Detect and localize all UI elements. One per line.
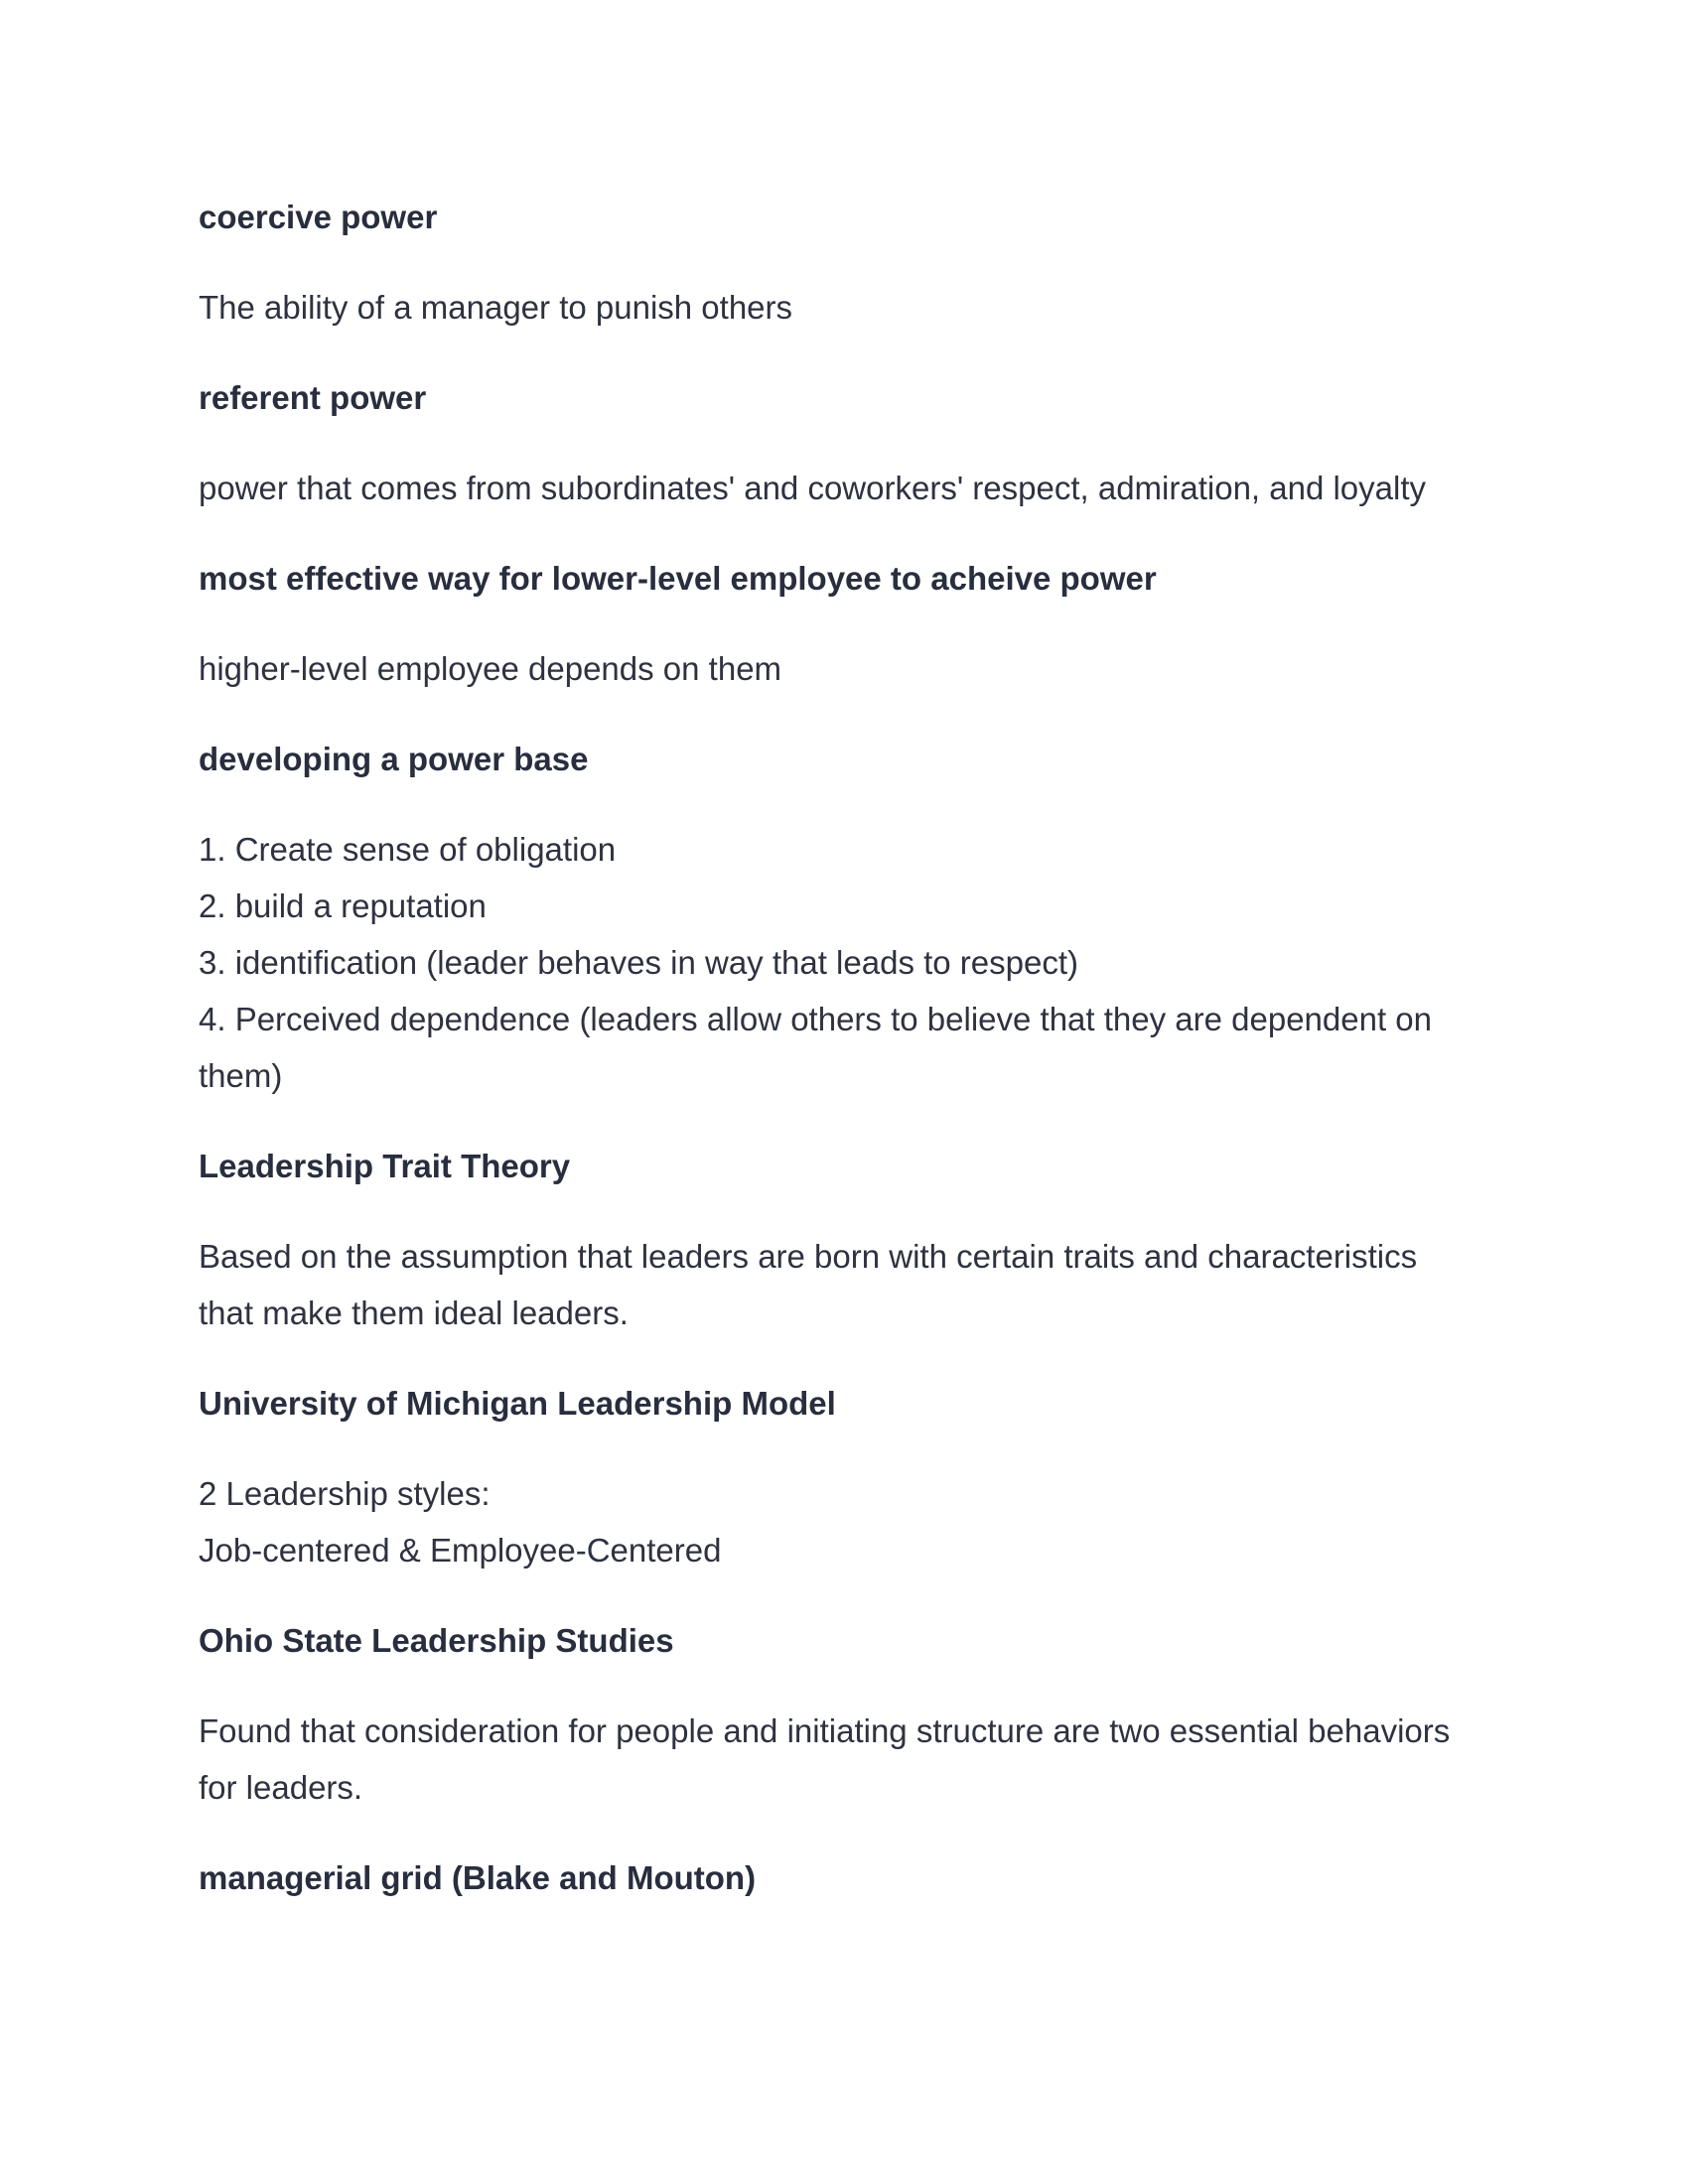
definition-line: Based on the assumption that leaders are born with certain traits and characteristics xyxy=(199,1238,1418,1275)
definition-line: them) xyxy=(199,1057,283,1094)
flashcard-document xyxy=(199,189,1489,1906)
definition-text xyxy=(199,640,1489,697)
definition-line: 1. Create sense of obligation xyxy=(199,831,617,868)
definition-text xyxy=(199,1703,1489,1816)
definition-line: Found that consideration for people and initiating structure are two essential behaviors xyxy=(199,1712,1451,1749)
definition-line: 3. identification (leader behaves in way that leads to respect) xyxy=(199,944,1079,981)
definition-line: Job-centered & Employee-Centered xyxy=(199,1532,722,1569)
term-heading: most effective way for lower-level employee to acheive power xyxy=(199,560,1157,597)
term-heading: coercive power xyxy=(199,199,438,235)
term-heading: managerial grid (Blake and Mouton) xyxy=(199,1859,757,1896)
definition-text xyxy=(199,460,1489,516)
definition-line: that make them ideal leaders. xyxy=(199,1295,629,1331)
definition-line: power that comes from subordinates' and coworkers' respect, admiration, and loyalty xyxy=(199,470,1427,506)
term-heading: Ohio State Leadership Studies xyxy=(199,1622,674,1659)
definition-line: 4. Perceived dependence (leaders allow others to believe that they are dependent on xyxy=(199,1001,1433,1037)
term-heading: Leadership Trait Theory xyxy=(199,1148,571,1184)
term-heading: University of Michigan Leadership Model xyxy=(199,1385,836,1422)
definition-text xyxy=(199,279,1489,336)
definition-text xyxy=(199,1228,1489,1341)
definition-text xyxy=(199,1465,1489,1578)
definition-line: The ability of a manager to punish others xyxy=(199,289,793,326)
definition-line: for leaders. xyxy=(199,1769,363,1806)
term-heading: referent power xyxy=(199,379,427,416)
term-heading: developing a power base xyxy=(199,741,589,777)
definition-line: higher-level employee depends on them xyxy=(199,650,782,687)
definition-line: 2. build a reputation xyxy=(199,887,487,924)
definition-text xyxy=(199,821,1489,1104)
definition-line: 2 Leadership styles: xyxy=(199,1475,491,1512)
